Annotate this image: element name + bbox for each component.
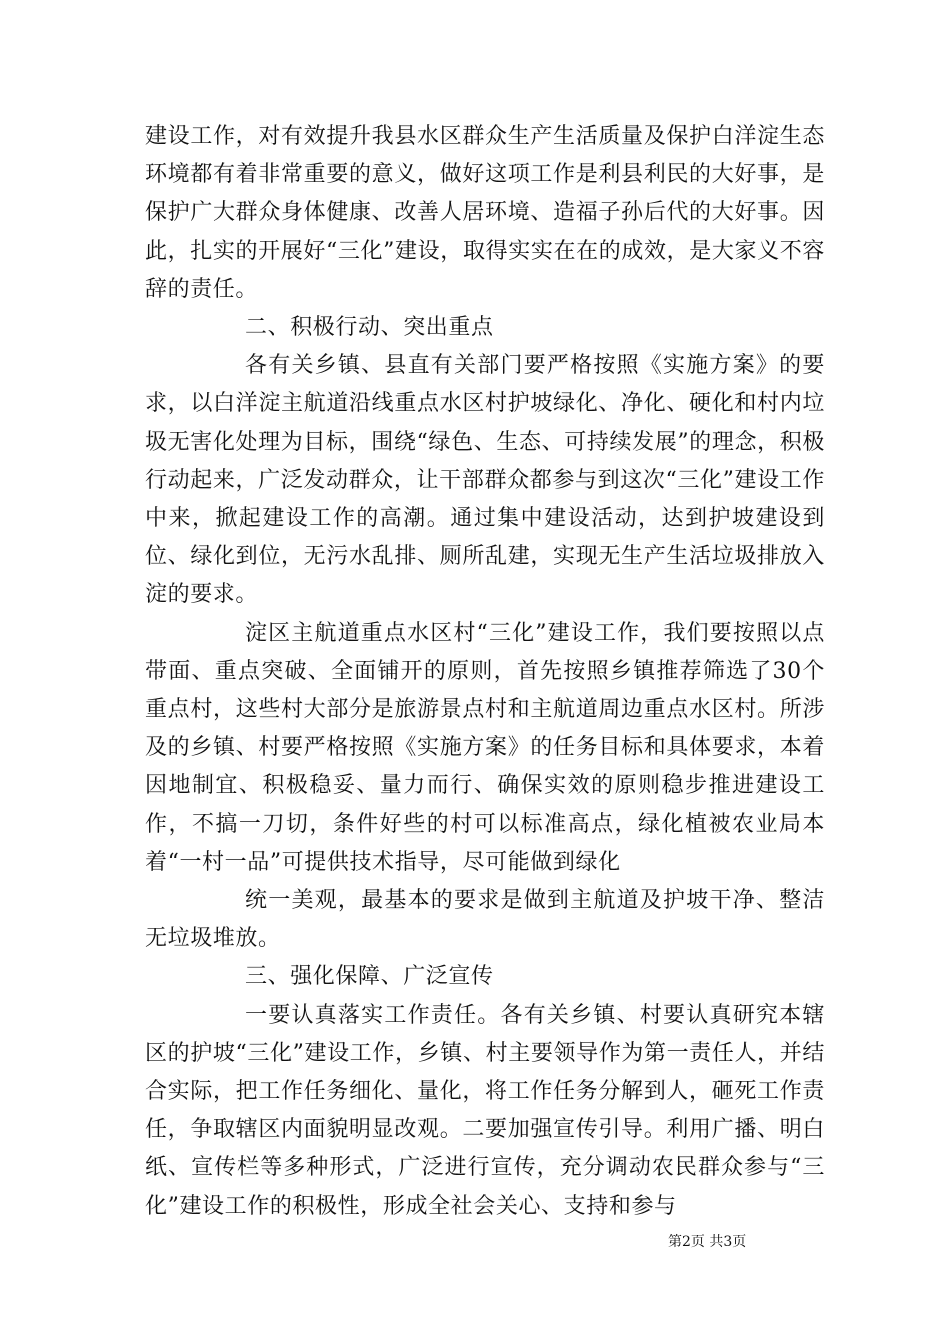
document-body xyxy=(145,118,825,1226)
footer-suffix: 页 xyxy=(732,1234,747,1250)
page-number-footer xyxy=(668,1233,746,1251)
footer-total-pages: 3 xyxy=(723,1234,733,1250)
section-heading-3: 三、强化保障、广泛宣传 xyxy=(245,964,494,990)
paragraph-basic-requirement: 统一美观，最基本的要求是做到主航道及护坡干净、整洁无垃圾堆放。 xyxy=(145,888,825,952)
paragraph-responsibility: 一要认真落实工作责任。各有关乡镇、村要认真研究本辖区的护坡“三化”建设工作，乡镇、村主要领导作为第一责任人，并结合实际，把工作任务细化、量化，将工作任务分解到人，砸死工作责任，争取辖区内面貌明显改观。二要加强宣传引导。利用广播、明白纸、宣传栏等多种形式，广泛进行宣传，充分调动农民群众参与“三化”建设工作的积极性，形成全社会关心、支持和参与 xyxy=(145,1002,825,1219)
paragraph-key-villages: 淀区主航道重点水区村“三化”建设工作，我们要按照以点带面、重点突破、全面铺开的原则，首先按照乡镇推荐筛选了30个重点村，这些村大部分是旅游景点村和主航道周边重点水区村。所涉及的乡镇、村要严格按照《实施方案》的任务目标和具体要求，本着因地制宜、积极稳妥、量力而行、确保实效的原则稳步推进建设工作，不搞一刀切，条件好些的村可以标准高点，绿化植被农业局本着“一村一品”可提供技术指导，尽可能做到绿化 xyxy=(145,620,825,875)
footer-prefix: 第 xyxy=(668,1234,682,1250)
section-heading-2: 二、积极行动、突出重点 xyxy=(245,315,494,341)
footer-current-page: 2 xyxy=(682,1234,691,1250)
footer-middle: 页 共 xyxy=(690,1234,724,1250)
paragraph-requirements: 各有关乡镇、县直有关部门要严格按照《实施方案》的要求，以白洋淀主航道沿线重点水区村护坡绿化、净化、硬化和村内垃圾无害化处理为目标，围绕“绿色、生态、可持续发展”的理念，积极行动起来，广泛发动群众，让干部群众都参与到这次“三化”建设工作中来，掀起建设工作的高潮。通过集中建设活动，达到护坡建设到位、绿化到位，无污水乱排、厕所乱建，实现无生产生活垃圾排放入淀的要求。 xyxy=(145,353,825,608)
paragraph-continued-intro: 建设工作，对有效提升我县水区群众生产生活质量及保护白洋淀生态环境都有着非常重要的意义，做好这项工作是利县利民的大好事，是保护广大群众身体健康、改善人居环境、造福子孙后代的大好事。因此，扎实的开展好“三化”建设，取得实实在在的成效，是大家义不容辞的责任。 xyxy=(145,124,825,302)
